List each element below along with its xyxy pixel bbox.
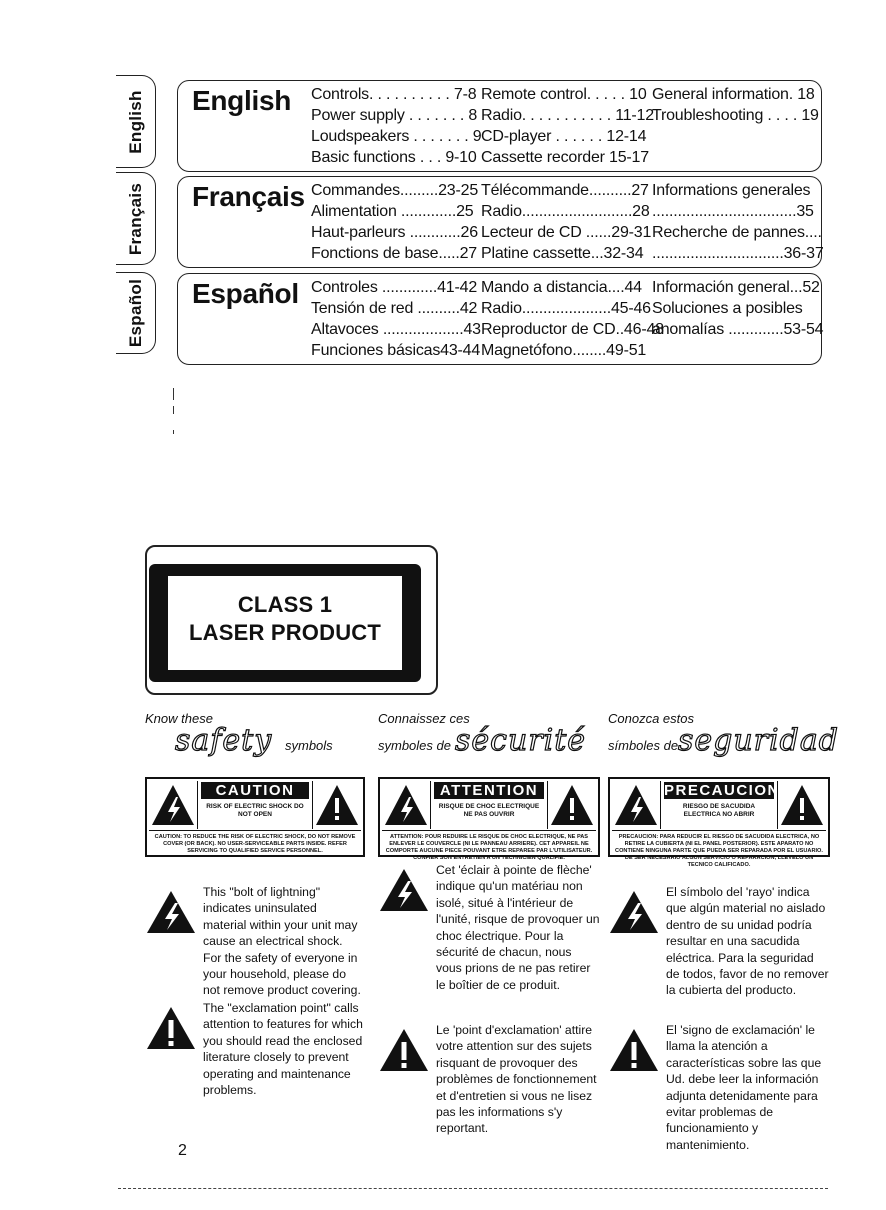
caution-subtitle: RISK OF ELECTRIC SHOCK DO NOT OPEN	[206, 803, 304, 818]
toc-column-1	[311, 277, 481, 361]
caution-label	[145, 777, 365, 857]
precaucion-subtitle: RIESGO DE SACUDIDA ELECTRICA NO ABRIR	[682, 803, 756, 818]
safety-intro: Conozca estos	[608, 711, 694, 726]
toc-entry: Troubleshooting . . . . 19	[652, 107, 819, 124]
attention-title: ATTENTION	[434, 782, 544, 799]
toc-entry: anomalías .............53-54	[652, 321, 824, 338]
tab-english-label: English	[125, 89, 145, 154]
lightning-triangle-icon	[382, 781, 431, 829]
toc-column-2	[481, 277, 664, 361]
paragraph-text: This "bolt of lightning" indicates uninsulated material within your unit may cause an electrical shock. For the safety of everyone in your household, please do not remove product covering.	[203, 885, 361, 998]
paragraph-text: Le 'point d'exclamation' attire votre attention sur des sujets risquant de provoquer des problèmes de fonctionnement et d'entretien si vous ne lisez pas les informations s'y reportant.	[436, 1023, 597, 1136]
exclamation-triangle-icon	[777, 781, 826, 829]
toc-entry: Cassette recorder 15-17	[481, 149, 649, 166]
toc-entry: General information. 18	[652, 86, 815, 103]
safety-heading: sécurité	[455, 723, 587, 758]
toc-column-3	[652, 277, 823, 340]
safety-heading-prefix: símboles de	[608, 738, 679, 753]
toc-entry: Platine cassette...32-34	[481, 245, 644, 262]
toc-entry: Lecteur de CD ......29-31	[481, 224, 652, 241]
toc-entry: Altavoces ...................43	[311, 321, 481, 338]
margin-mark	[173, 388, 174, 400]
toc-entry: Controles .............41-42	[311, 279, 478, 296]
toc-entry: Radio. . . . . . . . . . . 11-12	[481, 107, 654, 124]
safety-intro: Connaissez ces	[378, 711, 470, 726]
exclamation-description	[608, 1022, 830, 1153]
paragraph-text: The "exclamation point" calls attention to features for which you should read the enclosed literature closely to prevent operating and maintenance problems.	[203, 1001, 363, 1098]
caution-title: CAUTION	[201, 782, 309, 799]
tab-francais	[116, 172, 156, 265]
lightning-triangle-icon	[149, 781, 198, 829]
laser-product: LASER PRODUCT	[188, 620, 382, 645]
toc-entry: Haut-parleurs ............26	[311, 224, 478, 241]
paragraph-text: El 'signo de exclamación' le llama la atención a características sobre las que Ud. debe leer la información adjunta detenidamente para evitar problemas de funcionamiento y mantenimiento.	[666, 1023, 822, 1152]
toc-entry: ..................................35	[652, 203, 814, 220]
exclamation-triangle-icon	[312, 781, 361, 829]
safety-heading-suffix: symbols	[285, 738, 333, 753]
toc-entry: Soluciones a posibles	[652, 300, 803, 317]
lightning-description	[145, 884, 363, 999]
label-divider	[382, 830, 596, 831]
exclamation-triangle-icon	[547, 781, 596, 829]
toc-entry: Télécommande..........27	[481, 182, 649, 199]
toc-entry: Power supply . . . . . . . 8	[311, 107, 478, 124]
toc-entry: Reproductor de CD..46-48	[481, 321, 664, 338]
attention-fine-print: ATTENTION: POUR REDUIRE LE RISQUE DE CHOC ELECTRIQUE, NE PAS ENLEVER LE COUVERCLE (NI LE PANNEAU ARRIERE). CET APPAREIL NE COMPORTE AUCUNE PIECE POUVANT ETRE REPAREE PAR L'UTILISATEUR. CONFIER SON ENTRETIEN A UN TECHNICIEN QUALIFIE.	[385, 834, 593, 861]
toc-column-3	[652, 180, 824, 264]
toc-entry: ...............................36-37	[652, 245, 824, 262]
margin-mark	[173, 430, 174, 434]
toc-entry: Mando a distancia....44	[481, 279, 642, 296]
exclamation-description	[378, 1022, 600, 1137]
toc-column-1	[311, 84, 482, 168]
safety-intro: Know these	[145, 711, 213, 726]
toc-entry: Radio.....................45-46	[481, 300, 651, 317]
tab-espanol	[116, 272, 156, 354]
toc-entry: Magnetófono........49-51	[481, 342, 647, 359]
paragraph-text: Cet 'éclair à pointe de flèche' indique qu'un matériau non isolé, situé à l'intérieur de l'unité, risque de provoquer un choc électrique. Pour la sécurité de chacun, nous vous prions de ne pas retirer le boîtier de ce produit.	[436, 863, 600, 992]
exclamation-description	[145, 1000, 363, 1098]
toc-entry: CD-player . . . . . . 12-14	[481, 128, 647, 145]
page-number: 2	[178, 1142, 187, 1159]
toc-entry: Información general...52	[652, 279, 820, 296]
toc-section-espanol	[177, 273, 822, 365]
tab-francais-label: Français	[125, 182, 145, 255]
toc-entry: Fonctions de base.....27	[311, 245, 477, 262]
toc-entry: Basic functions . . . 9-10	[311, 149, 477, 166]
laser-class: CLASS 1	[237, 592, 333, 617]
attention-subtitle: RISQUE DE CHOC ELECTRIQUE NE PAS OUVRIR	[438, 803, 540, 818]
toc-entry: Controls. . . . . . . . . . 7-8	[311, 86, 477, 103]
precaucion-fine-print: PRECAUCION: PARA REDUCIR EL RIESGO DE SACUDIDA ELECTRICA, NO RETIRE LA CUBIERTA (NI EL PANEL POSTERIOR). ESTE APARATO NO CONTIENE NINGUNA PARTE QUE PUEDA SER REPARADA POR EL USUARIO. DE SER NECESARIO ALGUN SERVICIO O REPARACION, LLEVELO UN TECNICO CALIFICADO.	[615, 834, 823, 868]
safety-heading: safety	[175, 723, 273, 758]
toc-entry: Loudspeakers . . . . . . . 9	[311, 128, 482, 145]
section-title: Español	[192, 278, 299, 309]
margin-mark	[173, 406, 174, 414]
caution-fine-print: CAUTION: TO REDUCE THE RISK OF ELECTRIC SHOCK, DO NOT REMOVE COVER (OR BACK). NO USER-SERVICEABLE PARTS INSIDE. REFER SERVICING TO QUALIFIED SERVICE PERSONNEL.	[154, 834, 356, 854]
toc-section-english	[177, 80, 822, 172]
precaucion-label	[608, 777, 830, 868]
precaucion-title: PRECAUCION	[664, 782, 780, 799]
safety-heading-prefix: symboles de	[378, 738, 451, 753]
toc-entry: Recherche de pannes....	[652, 224, 822, 241]
section-title: English	[192, 85, 292, 116]
toc-entry: Remote control. . . . . 10	[481, 86, 647, 103]
toc-entry: Radio..........................28	[481, 203, 650, 220]
toc-entry: Commandes.........23-25	[311, 182, 479, 199]
toc-entry: Informations generales	[652, 182, 811, 199]
label-divider	[149, 830, 361, 831]
lightning-description	[378, 862, 600, 993]
attention-label	[378, 777, 600, 861]
toc-column-2	[481, 84, 654, 168]
toc-entry: Tensión de red ..........42	[311, 300, 478, 317]
section-title: Français	[192, 181, 305, 212]
toc-column-3	[652, 84, 819, 126]
bottom-rule	[118, 1188, 828, 1189]
paragraph-text: El símbolo del 'rayo' indica que algún material no aislado dentro de su unidad podría resultar en una sacudida eléctrica. Para la seguridad de todos, favor de no remover la cubierta del producto.	[666, 885, 829, 998]
toc-entry: Alimentation .............25	[311, 203, 474, 220]
lightning-description	[608, 884, 830, 999]
toc-column-2	[481, 180, 651, 264]
toc-section-francais	[177, 176, 822, 268]
label-divider	[612, 830, 826, 831]
safety-heading: seguridad	[678, 723, 839, 758]
tab-espanol-label: Español	[125, 278, 145, 348]
lightning-triangle-icon	[612, 781, 661, 829]
toc-entry: Funciones básicas43-44	[311, 342, 481, 359]
toc-column-1	[311, 180, 478, 264]
tab-english	[116, 75, 156, 168]
